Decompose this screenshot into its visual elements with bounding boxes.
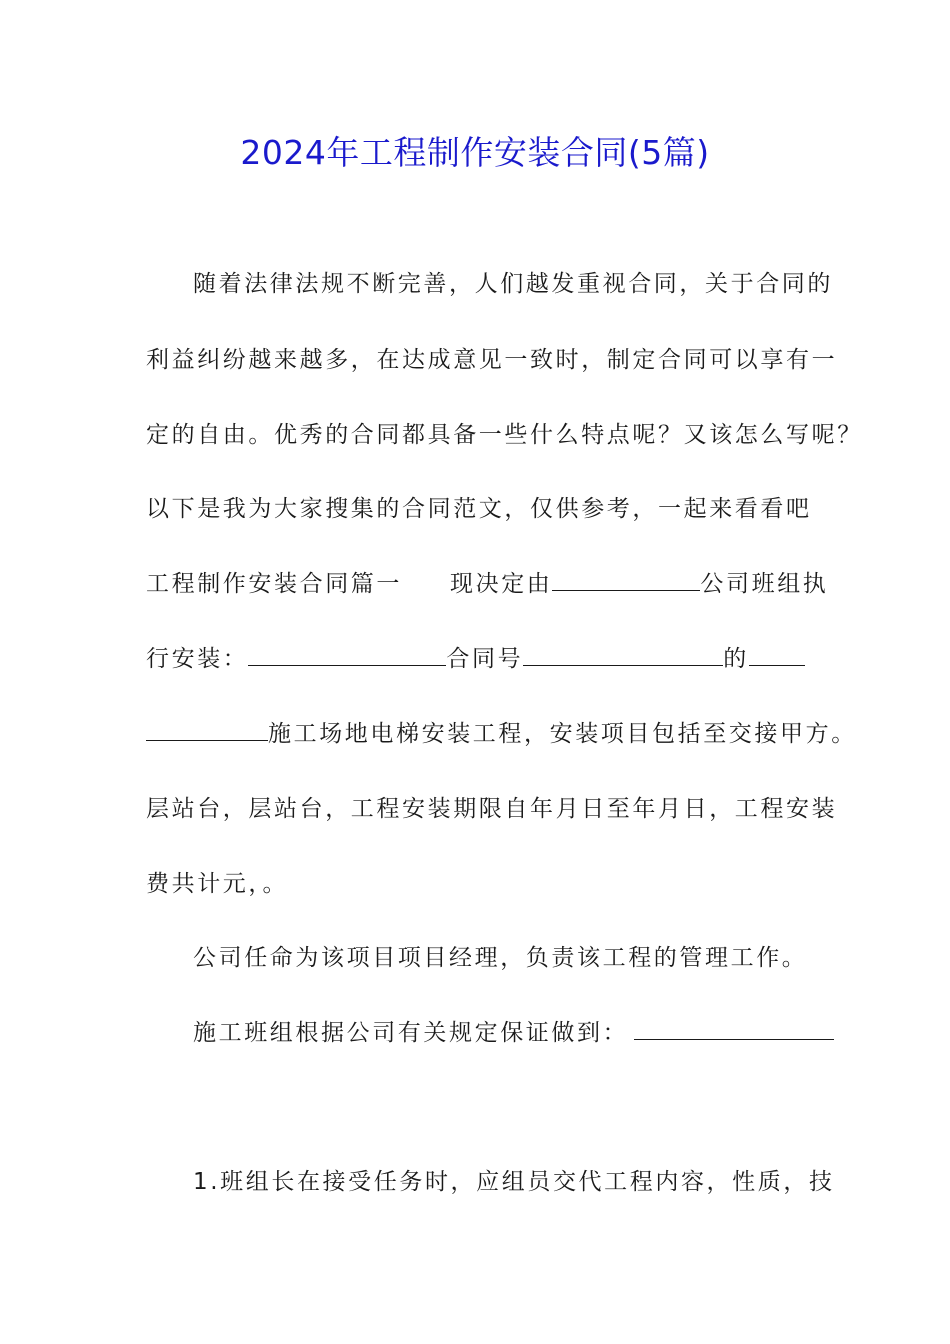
contract-line-2-mid: 合同号: [446, 646, 524, 672]
contract-line-5: 费共计元，。: [146, 871, 289, 897]
intro-line-1: 随着法律法规不断完善，人们越发重视合同，关于合同的: [193, 271, 833, 297]
paragraph-manager: 公司任命为该项目项目经理，负责该工程的管理工作。: [193, 945, 808, 971]
blank-contract-number: [523, 643, 723, 666]
document-title: 2024年工程制作安装合同(5篇): [240, 133, 710, 172]
blank-site-start: [749, 643, 805, 666]
intro-line-4: 以下是我为大家搜集的合同范文，仅供参考，一起来看看吧: [146, 496, 812, 522]
contract-line-2-head: 行安装：: [146, 646, 249, 672]
intro-line-2: 利益纠纷越来越多，在达成意见一致时，制定合同可以享有一: [146, 347, 838, 373]
intro-line-3: 定的自由。优秀的合同都具备一些什么特点呢？又该怎么写呢？: [146, 422, 863, 448]
blank-company: [552, 568, 700, 591]
blank-site: [146, 718, 268, 741]
contract-line-2-tail: 的: [723, 646, 749, 672]
blank-installer: [248, 643, 446, 666]
contract-line-2: [146, 641, 816, 677]
contract-line-1-text: 现决定由: [450, 571, 553, 597]
contract-line-1: [146, 566, 829, 602]
contract-heading: 工程制作安装合同篇一: [146, 571, 402, 597]
list-item-1: 1.班组长在接受任务时，应组员交代工程内容，性质，技: [193, 1169, 835, 1195]
blank-guarantee: [634, 1017, 834, 1040]
contract-line-3-text: 施工场地电梯安装工程，安装项目包括至交接甲方。: [268, 721, 857, 747]
contract-line-1-tail: 公司班组执: [700, 571, 829, 597]
contract-line-4: 层站台，层站台，工程安装期限自年月日至年月日，工程安装: [146, 796, 838, 822]
paragraph-guarantee-text: 施工班组根据公司有关规定保证做到：: [193, 1020, 629, 1046]
contract-line-3: [146, 716, 857, 752]
paragraph-guarantee: [146, 1015, 816, 1051]
